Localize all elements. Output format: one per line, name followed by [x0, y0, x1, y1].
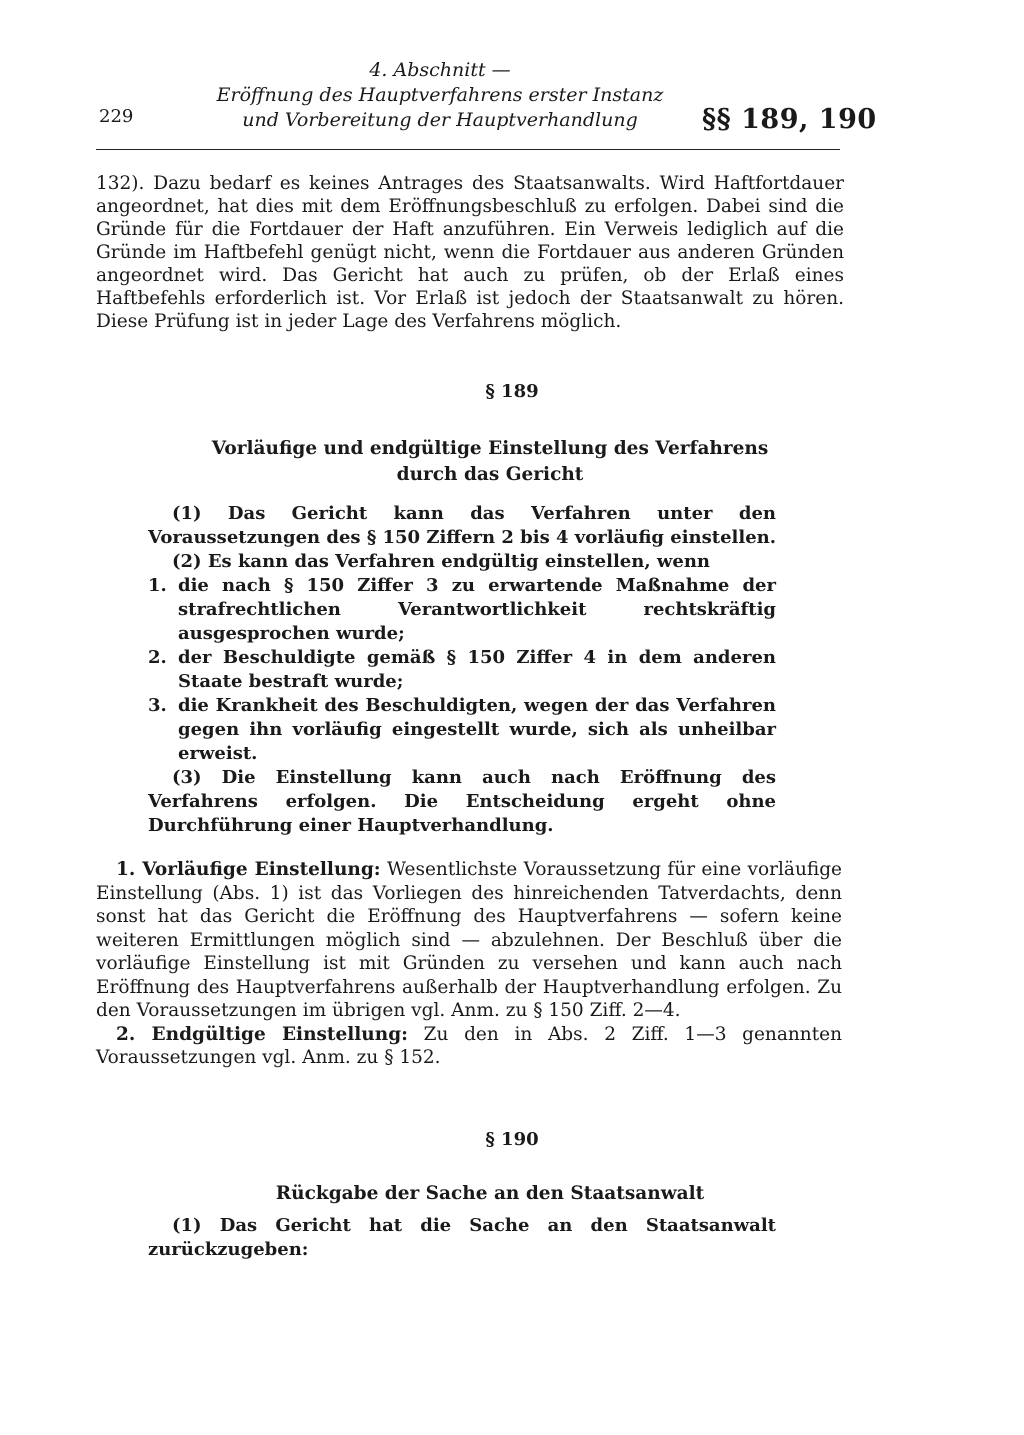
list-item-number: 1.	[148, 575, 167, 596]
annotation-2-text: Zu den in Abs. 2 Ziff. 1—3 genannten Voraussetzungen vgl. Anm. zu § 152.	[96, 1023, 842, 1068]
section-189-body	[148, 502, 776, 838]
list-item-text: die Krankheit des Beschuldigten, wegen der das Verfahren gegen ihn vorläufig eingestellt wurde, sich als unheilbar erweist.	[178, 695, 776, 764]
section-189-title-line2: durch das Gericht	[396, 464, 584, 485]
annotation-1-text: Wesentlichste Voraussetzung für eine vorläufige Einstellung (Abs. 1) ist das Vorliegen des hinreichenden Tatverdachts, denn sonst hat das Gericht die Eröffnung des Hauptverfahrens — sofern keine weiteren Ermittlungen möglich sind — abzulehnen. Der Beschluß über die vorläufige Einstellung ist mit Gründen zu versehen und kann auch nach Eröffnung des Hauptverfahrens außerhalb der Hauptverhandlung erfolgen. Zu den Voraussetzungen im übrigen vgl. Anm. zu § 150 Ziff. 2—4.	[96, 859, 842, 1021]
list-item-text: der Beschuldigte gemäß § 150 Ziffer 4 in dem anderen Staate bestraft wurde;	[178, 647, 776, 692]
section-189-title	[180, 436, 800, 488]
header-rule	[96, 149, 840, 150]
section-189-number: § 189	[485, 381, 539, 402]
section-189-abs2-intro: (2) Es kann das Verfahren endgültig einstellen, wenn	[172, 551, 710, 572]
annotation-1-label: 1. Vorläufige Einstellung:	[116, 859, 381, 880]
section-marker: §§ 189, 190	[702, 104, 877, 135]
list-item	[148, 646, 776, 694]
annotation-2	[96, 1023, 842, 1070]
section-189-abs1: (1) Das Gericht kann das Verfahren unter den Voraussetzungen des § 150 Ziffern 2 bis 4 vorläufig einstellen.	[148, 503, 777, 548]
section-189-title-line1: Vorläufige und endgültige Einstellung des Verfahrens	[211, 438, 769, 459]
annotation-2-label: 2. Endgültige Einstellung:	[116, 1023, 408, 1045]
continuation-paragraph: 132). Dazu bedarf es keines Antrages des Staatsanwalts. Wird Haftfortdauer angeordnet, hat dies mit dem Eröffnungsbeschluß zu erfolgen. Dabei sind die Gründe für die Fortdauer der Haft anzuführen. Ein Verweis lediglich auf die Gründe im Haftbefehl genügt nicht, wenn die Fortdauer aus anderen Gründen angeordnet wird. Das Gericht hat auch zu prüfen, ob der Erlaß eines Haftbefehls erforderlich ist. Vor Erlaß ist jedoch der Staatsanwalt zu hören. Diese Prüfung ist in jeder Lage des Verfahrens möglich.	[96, 173, 844, 332]
page-number: 229	[99, 106, 134, 127]
list-item	[148, 574, 776, 646]
section-190-body	[148, 1214, 776, 1262]
list-item-number: 2.	[148, 647, 167, 668]
list-item-text: die nach § 150 Ziffer 3 zu erwartende Maßnahme der strafrechtlichen Verantwortlichkeit rechtskräftig ausgesprochen wurde;	[178, 575, 776, 644]
section-190-number: § 190	[485, 1129, 539, 1150]
chapter-title-line1: Eröffnung des Hauptverfahrens erster Instanz	[216, 84, 664, 106]
annotation-1	[96, 858, 842, 1023]
running-head	[180, 58, 700, 133]
list-item-number: 3.	[148, 695, 167, 716]
chapter-line: 4. Abschnitt —	[369, 59, 511, 81]
section-189-item-list	[148, 574, 776, 766]
annotations	[96, 858, 842, 1070]
section-189-abs3: (3) Die Einstellung kann auch nach Eröffnung des Verfahrens erfolgen. Die Entscheidung ergeht ohne Durchführung einer Hauptverhandlung.	[148, 767, 776, 836]
chapter-title-line2: und Vorbereitung der Hauptverhandlung	[242, 109, 638, 131]
section-190-abs1: (1) Das Gericht hat die Sache an den Staatsanwalt zurückzugeben:	[148, 1215, 776, 1260]
section-190-title: Rückgabe der Sache an den Staatsanwalt	[275, 1183, 705, 1204]
list-item	[148, 694, 776, 766]
